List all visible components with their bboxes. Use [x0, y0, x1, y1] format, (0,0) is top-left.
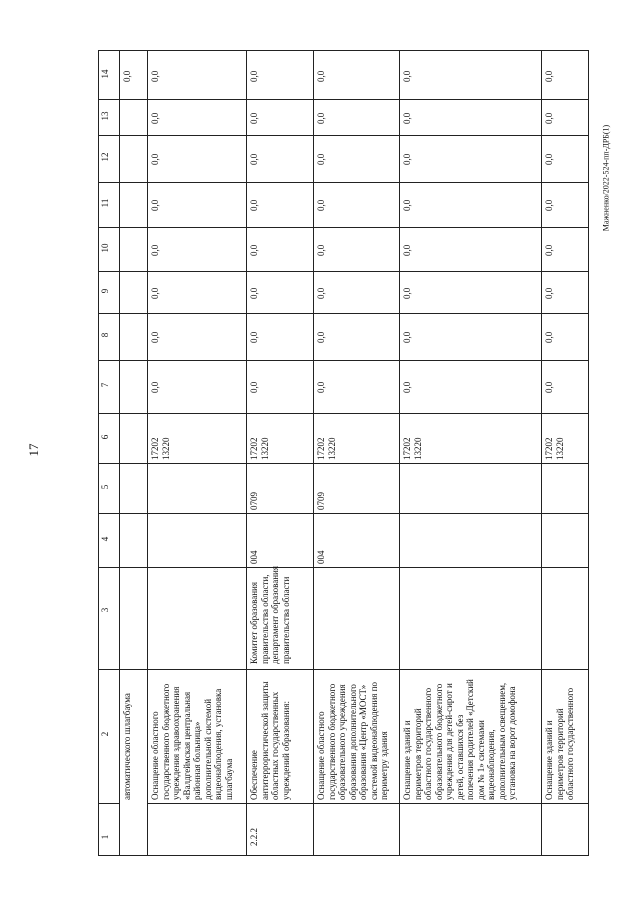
amount-text: 0,0 [402, 331, 412, 343]
amount-text: 0,0 [249, 244, 259, 256]
amount-text: 0,0 [316, 331, 326, 343]
header-cell: 2 [100, 731, 110, 737]
section-code [249, 492, 260, 510]
amount-value [402, 154, 413, 165]
amount-value [249, 288, 260, 299]
activity-description-line: государственного бюджетного [160, 683, 171, 800]
amount-value [402, 382, 413, 393]
activity-description-line: Оснащение зданий и [402, 720, 412, 800]
activity-description-line: учреждения для детей-сирот и [444, 683, 454, 800]
amount-text: 0,0 [249, 112, 259, 124]
header-cell: 1 [100, 834, 110, 840]
budget-code-line: 17202 [249, 437, 259, 460]
budget-code-line: 17202 [402, 437, 412, 460]
amount-value [249, 154, 260, 165]
budget-code-line: 13220 [554, 437, 565, 460]
amount-text: 0,0 [316, 244, 326, 256]
budget-code-line: 17202 [316, 437, 326, 460]
amount-value [544, 288, 555, 299]
header-cell: 12 [100, 152, 110, 162]
activity-description-line: учреждения здравоохранения [171, 686, 181, 800]
amount-text: 0,0 [402, 112, 412, 124]
header-cell: 6 [100, 434, 110, 440]
amount-text: 0,0 [316, 112, 326, 124]
code-value: 004 [249, 550, 259, 564]
header-cell: 9 [100, 288, 110, 294]
activity-description-line: периметру здания [379, 731, 389, 800]
amount-text: 0,0 [544, 112, 554, 124]
activity-description-line: образовательного бюджетного [433, 683, 444, 800]
activity-description [544, 688, 576, 800]
responsible-executor-line: правительства области, [259, 574, 270, 664]
activity-description-line: Обеспечение [249, 750, 259, 800]
header-cell: 8 [100, 332, 110, 338]
amount-value [544, 154, 555, 165]
amount-text: 0,0 [249, 381, 259, 393]
amount-text: 0,0 [402, 199, 412, 211]
activity-description [122, 693, 133, 800]
activity-description-line: видеонаблюдения, [486, 729, 496, 800]
activity-description-line: областного государственного [565, 687, 575, 800]
amount-value [249, 71, 260, 82]
amount-text: 0,0 [150, 153, 160, 165]
activity-description-line: государственного бюджетного [326, 683, 337, 800]
responsible-executor-line: Комитет образования [249, 582, 259, 664]
amount-value [544, 200, 555, 211]
amount-value [249, 245, 260, 256]
activity-description-line: дом № 1» системами [475, 720, 486, 800]
code-value: 0709 [249, 492, 259, 510]
activity-description-line: Оснащение областного [316, 711, 326, 800]
activity-description-line: образования дополнительного [347, 684, 358, 800]
amount-text: 0,0 [402, 153, 412, 165]
amount-value [544, 71, 555, 82]
amount-text: 0,0 [316, 381, 326, 393]
budget-code [402, 438, 423, 461]
activity-description-line: системой видеонаблюдения по [368, 682, 379, 800]
amount-text: 0,0 [316, 70, 326, 82]
budget-code-line: 13220 [259, 437, 270, 460]
budget-code [249, 438, 270, 461]
code-value: 0709 [316, 492, 326, 510]
activity-description-line: периметров территорий [554, 708, 565, 800]
amount-value [316, 245, 327, 256]
header-cell: 4 [100, 536, 110, 542]
amount-text: 0,0 [150, 244, 160, 256]
amount-value [402, 288, 413, 299]
amount-text: 0,0 [150, 331, 160, 343]
responsible-executor-line: правительства области [280, 576, 291, 664]
amount-text: 0,0 [249, 287, 259, 299]
amount-value [316, 71, 327, 82]
amount-value [150, 200, 161, 211]
activity-description [150, 684, 234, 800]
amount-value [316, 288, 327, 299]
activity-description-line: «Валдгеймская центральная [181, 691, 192, 800]
amount-text: 0,0 [249, 70, 259, 82]
activity-description-line: установка на ворот домофона [507, 686, 517, 800]
amount-value [544, 382, 555, 393]
amount-value [249, 382, 260, 393]
header-cell: 7 [100, 382, 110, 388]
amount-value [544, 332, 555, 343]
activity-description [402, 679, 518, 800]
activity-description-line: попечения родителей «Детский [465, 679, 475, 800]
amount-value [249, 332, 260, 343]
budget-code-line: 17202 [150, 437, 160, 460]
amount-text: 0,0 [249, 199, 259, 211]
activity-description [316, 682, 390, 800]
amount-text: 0,0 [544, 199, 554, 211]
activity-description-line: дополнительным освещением, [496, 682, 507, 800]
activity-description-line: антитеррористической защиты [259, 681, 270, 800]
amount-text: 0,0 [150, 381, 160, 393]
admin-code [316, 551, 327, 565]
amount-value [249, 113, 260, 124]
amount-text: 0,0 [544, 153, 554, 165]
budget-code-line: 13220 [160, 437, 171, 460]
header-cell: 14 [100, 69, 110, 79]
amount-value [402, 71, 413, 82]
amount-value [402, 332, 413, 343]
amount-text: 0,0 [249, 331, 259, 343]
amount-value [150, 71, 161, 82]
amount-text: 0,0 [316, 287, 326, 299]
amount-text: 0,0 [122, 70, 132, 82]
amount-value [544, 245, 555, 256]
page-number: 17 [26, 443, 41, 457]
amount-value [150, 113, 161, 124]
amount-value [150, 332, 161, 343]
amount-value [316, 154, 327, 165]
amount-value [150, 245, 161, 256]
amount-text: 0,0 [544, 287, 554, 299]
amount-text: 0,0 [150, 112, 160, 124]
header-cell: 10 [100, 243, 110, 253]
amount-text: 0,0 [316, 153, 326, 165]
activity-description-line: периметров территорий [412, 708, 423, 800]
amount-value [316, 113, 327, 124]
amount-text: 0,0 [544, 381, 554, 393]
amount-text: 0,0 [402, 70, 412, 82]
amount-text: 0,0 [544, 70, 554, 82]
admin-code [249, 551, 260, 565]
amount-value [150, 288, 161, 299]
section-code [316, 492, 327, 510]
activity-description-line: Оснащение областного [150, 711, 160, 800]
budget-code [544, 438, 565, 461]
amount-text: 0,0 [316, 199, 326, 211]
budget-code-line: 13220 [326, 437, 337, 460]
amount-value [544, 113, 555, 124]
amount-text: 0,0 [402, 381, 412, 393]
activity-description-line: шлагбаума [223, 758, 234, 800]
header-cell: 3 [100, 607, 110, 613]
activity-description-line: дополнительной системой [202, 698, 213, 800]
amount-value [402, 113, 413, 124]
activity-description-line: видеонаблюдения, установка [213, 688, 223, 800]
activity-description-line: областного государственного [423, 687, 433, 800]
amount-text: 0,0 [150, 287, 160, 299]
activity-description-line: детей, оставшихся без [454, 714, 465, 800]
activity-description-line: образования «Центр «МОСТ» [358, 684, 368, 800]
amount-text: 0,0 [150, 70, 160, 82]
header-cell: 5 [100, 484, 110, 490]
activity-description-line: учреждений образования: [280, 701, 291, 800]
amount-text: 0,0 [150, 199, 160, 211]
amount-value [316, 200, 327, 211]
budget-code [150, 438, 171, 461]
amount-text: 0,0 [544, 331, 554, 343]
code-value: 004 [316, 550, 326, 564]
amount-text: 0,0 [402, 244, 412, 256]
document-footer: Мажненко/2022-524-пп-ДРБ(1) [601, 124, 611, 232]
header-cell: 11 [100, 198, 110, 208]
budget-code-line: 17202 [544, 437, 554, 460]
amount-value [402, 200, 413, 211]
amount-text: 0,0 [544, 244, 554, 256]
amount-value [316, 332, 327, 343]
amount-text: 0,0 [402, 287, 412, 299]
responsible-executor-line: департамент образования [270, 566, 280, 664]
activity-description-line: Оснащение зданий и [544, 720, 554, 800]
amount-value [150, 382, 161, 393]
activity-description-line: районная больница» [192, 721, 202, 800]
budget-code-line: 13220 [412, 437, 423, 460]
row-number: 2.2.2 [249, 828, 259, 846]
amount-value [402, 245, 413, 256]
header-cell: 13 [100, 111, 110, 121]
activity-description-line: образовательного учреждения [337, 684, 347, 800]
responsible-executor [249, 566, 291, 664]
activity-description-line: областных государственных [270, 691, 280, 800]
activity-description-line: автоматического шлагбаума [122, 693, 132, 800]
amount-value [122, 71, 133, 82]
amount-value [316, 382, 327, 393]
budget-code [316, 438, 337, 461]
amount-value [249, 200, 260, 211]
amount-value [150, 154, 161, 165]
amount-text: 0,0 [249, 153, 259, 165]
activity-description [249, 681, 291, 800]
